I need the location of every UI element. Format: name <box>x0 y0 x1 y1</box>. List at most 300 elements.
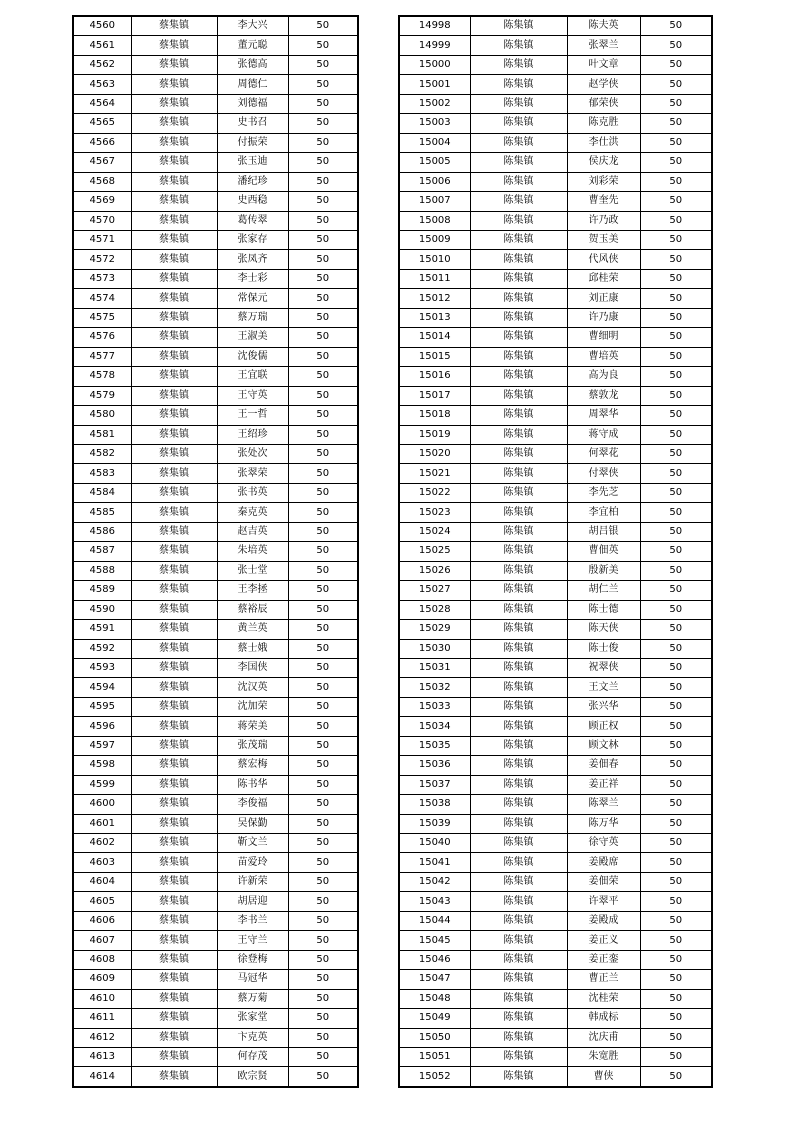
amount-cell: 50 <box>288 1028 358 1047</box>
town-cell: 陈集镇 <box>470 192 567 211</box>
town-cell: 陈集镇 <box>470 1009 567 1028</box>
name-cell: 张凤齐 <box>217 250 288 269</box>
town-cell: 蔡集镇 <box>131 911 217 930</box>
table-row <box>73 795 358 814</box>
id-cell: 15011 <box>399 269 470 288</box>
table-row <box>73 678 358 697</box>
town-cell: 蔡集镇 <box>131 133 217 152</box>
amount-cell: 50 <box>640 230 712 249</box>
town-cell: 蔡集镇 <box>131 16 217 36</box>
town-cell: 陈集镇 <box>470 367 567 386</box>
town-cell: 陈集镇 <box>470 678 567 697</box>
table-row <box>399 250 712 269</box>
town-cell: 陈集镇 <box>470 1028 567 1047</box>
id-cell: 4592 <box>73 639 131 658</box>
name-cell: 李俊福 <box>217 795 288 814</box>
amount-cell: 50 <box>288 55 358 74</box>
id-cell: 15045 <box>399 931 470 950</box>
table-row <box>73 1048 358 1067</box>
table-row <box>73 172 358 191</box>
table-row <box>399 36 712 55</box>
town-cell: 陈集镇 <box>470 230 567 249</box>
town-cell: 陈集镇 <box>470 153 567 172</box>
table-row <box>399 289 712 308</box>
name-cell: 沈加荣 <box>217 697 288 716</box>
amount-cell: 50 <box>640 561 712 580</box>
id-cell: 15046 <box>399 950 470 969</box>
table-row <box>399 756 712 775</box>
table-row <box>73 328 358 347</box>
name-cell: 李书兰 <box>217 911 288 930</box>
town-cell: 陈集镇 <box>470 736 567 755</box>
amount-cell: 50 <box>288 542 358 561</box>
amount-cell: 50 <box>288 950 358 969</box>
amount-cell: 50 <box>288 503 358 522</box>
amount-cell: 50 <box>640 989 712 1008</box>
table-row <box>399 834 712 853</box>
name-cell: 李大兴 <box>217 16 288 36</box>
amount-cell: 50 <box>640 75 712 94</box>
name-cell: 欧宗贤 <box>217 1067 288 1087</box>
name-cell: 何存茂 <box>217 1048 288 1067</box>
town-cell: 蔡集镇 <box>131 639 217 658</box>
name-cell: 曹奎先 <box>567 192 640 211</box>
amount-cell: 50 <box>640 697 712 716</box>
amount-cell: 50 <box>640 269 712 288</box>
id-cell: 4595 <box>73 697 131 716</box>
amount-cell: 50 <box>640 172 712 191</box>
id-cell: 15009 <box>399 230 470 249</box>
name-cell: 张书英 <box>217 483 288 502</box>
name-cell: 沈桂荣 <box>567 989 640 1008</box>
table-row <box>399 133 712 152</box>
name-cell: 胡吕银 <box>567 522 640 541</box>
name-cell: 曹侠 <box>567 1067 640 1087</box>
town-cell: 陈集镇 <box>470 425 567 444</box>
town-cell: 蔡集镇 <box>131 814 217 833</box>
amount-cell: 50 <box>640 36 712 55</box>
amount-cell: 50 <box>288 600 358 619</box>
amount-cell: 50 <box>288 16 358 36</box>
town-cell: 蔡集镇 <box>131 678 217 697</box>
id-cell: 4598 <box>73 756 131 775</box>
id-cell: 15044 <box>399 911 470 930</box>
name-cell: 胡居迎 <box>217 892 288 911</box>
amount-cell: 50 <box>640 483 712 502</box>
name-cell: 黄兰英 <box>217 620 288 639</box>
town-cell: 陈集镇 <box>470 347 567 366</box>
table-row <box>73 522 358 541</box>
roster-table-body <box>399 16 712 1087</box>
amount-cell: 50 <box>288 425 358 444</box>
table-row <box>73 600 358 619</box>
id-cell: 4589 <box>73 581 131 600</box>
amount-cell: 50 <box>640 911 712 930</box>
name-cell: 郁荣侠 <box>567 94 640 113</box>
name-cell: 许乃康 <box>567 308 640 327</box>
town-cell: 陈集镇 <box>470 464 567 483</box>
id-cell: 4585 <box>73 503 131 522</box>
amount-cell: 50 <box>288 989 358 1008</box>
town-cell: 蔡集镇 <box>131 55 217 74</box>
name-cell: 潘纪珍 <box>217 172 288 191</box>
id-cell: 15015 <box>399 347 470 366</box>
table-row <box>73 483 358 502</box>
name-cell: 朱培英 <box>217 542 288 561</box>
table-row <box>73 911 358 930</box>
table-row <box>73 250 358 269</box>
town-cell: 陈集镇 <box>470 1067 567 1087</box>
name-cell: 陈克胜 <box>567 114 640 133</box>
amount-cell: 50 <box>288 561 358 580</box>
table-row <box>73 425 358 444</box>
table-row <box>73 153 358 172</box>
id-cell: 15042 <box>399 872 470 891</box>
id-cell: 15039 <box>399 814 470 833</box>
name-cell: 张家堂 <box>217 1009 288 1028</box>
table-row <box>399 872 712 891</box>
name-cell: 陈书华 <box>217 775 288 794</box>
amount-cell: 50 <box>640 717 712 736</box>
town-cell: 陈集镇 <box>470 620 567 639</box>
table-row <box>73 581 358 600</box>
table-row <box>73 989 358 1008</box>
name-cell: 陈万华 <box>567 814 640 833</box>
id-cell: 15022 <box>399 483 470 502</box>
town-cell: 陈集镇 <box>470 36 567 55</box>
amount-cell: 50 <box>640 542 712 561</box>
town-cell: 陈集镇 <box>470 853 567 872</box>
name-cell: 殷新美 <box>567 561 640 580</box>
name-cell: 曹细明 <box>567 328 640 347</box>
table-row <box>73 444 358 463</box>
id-cell: 4570 <box>73 211 131 230</box>
id-cell: 15037 <box>399 775 470 794</box>
name-cell: 赵学侠 <box>567 75 640 94</box>
table-row <box>73 36 358 55</box>
amount-cell: 50 <box>288 386 358 405</box>
name-cell: 董元聪 <box>217 36 288 55</box>
name-cell: 史书召 <box>217 114 288 133</box>
id-cell: 4572 <box>73 250 131 269</box>
table-row <box>399 75 712 94</box>
amount-cell: 50 <box>640 308 712 327</box>
amount-cell: 50 <box>288 678 358 697</box>
id-cell: 4573 <box>73 269 131 288</box>
table-row <box>73 834 358 853</box>
table-row <box>399 55 712 74</box>
id-cell: 4584 <box>73 483 131 502</box>
name-cell: 刘正康 <box>567 289 640 308</box>
id-cell: 15010 <box>399 250 470 269</box>
amount-cell: 50 <box>640 153 712 172</box>
table-row <box>73 931 358 950</box>
id-cell: 4564 <box>73 94 131 113</box>
name-cell: 曹培英 <box>567 347 640 366</box>
town-cell: 陈集镇 <box>470 55 567 74</box>
amount-cell: 50 <box>640 639 712 658</box>
id-cell: 4593 <box>73 658 131 677</box>
id-cell: 4569 <box>73 192 131 211</box>
table-row <box>73 814 358 833</box>
table-row <box>399 522 712 541</box>
amount-cell: 50 <box>640 931 712 950</box>
name-cell: 常保元 <box>217 289 288 308</box>
name-cell: 何翠花 <box>567 444 640 463</box>
name-cell: 付振荣 <box>217 133 288 152</box>
name-cell: 姜正祥 <box>567 775 640 794</box>
town-cell: 陈集镇 <box>470 717 567 736</box>
name-cell: 李先芝 <box>567 483 640 502</box>
table-row <box>73 697 358 716</box>
town-cell: 陈集镇 <box>470 503 567 522</box>
id-cell: 4561 <box>73 36 131 55</box>
name-cell: 蔡士娥 <box>217 639 288 658</box>
amount-cell: 50 <box>288 328 358 347</box>
name-cell: 王李拯 <box>217 581 288 600</box>
town-cell: 蔡集镇 <box>131 989 217 1008</box>
name-cell: 马冠华 <box>217 970 288 989</box>
id-cell: 15026 <box>399 561 470 580</box>
table-row <box>73 892 358 911</box>
id-cell: 4591 <box>73 620 131 639</box>
table-row <box>399 678 712 697</box>
table-row <box>73 775 358 794</box>
id-cell: 15007 <box>399 192 470 211</box>
town-cell: 蔡集镇 <box>131 950 217 969</box>
id-cell: 15027 <box>399 581 470 600</box>
name-cell: 曹正兰 <box>567 970 640 989</box>
id-cell: 4597 <box>73 736 131 755</box>
town-cell: 蔡集镇 <box>131 308 217 327</box>
id-cell: 15016 <box>399 367 470 386</box>
table-row <box>399 1028 712 1047</box>
amount-cell: 50 <box>640 250 712 269</box>
table-row <box>399 717 712 736</box>
table-row <box>73 658 358 677</box>
town-cell: 蔡集镇 <box>131 172 217 191</box>
id-cell: 15029 <box>399 620 470 639</box>
id-cell: 4613 <box>73 1048 131 1067</box>
name-cell: 苗爱玲 <box>217 853 288 872</box>
id-cell: 4614 <box>73 1067 131 1087</box>
amount-cell: 50 <box>288 892 358 911</box>
id-cell: 4586 <box>73 522 131 541</box>
amount-cell: 50 <box>288 269 358 288</box>
name-cell: 周德仁 <box>217 75 288 94</box>
table-row <box>399 600 712 619</box>
town-cell: 陈集镇 <box>470 406 567 425</box>
town-cell: 陈集镇 <box>470 308 567 327</box>
id-cell: 15004 <box>399 133 470 152</box>
name-cell: 王宜联 <box>217 367 288 386</box>
town-cell: 蔡集镇 <box>131 386 217 405</box>
name-cell: 张翠荣 <box>217 464 288 483</box>
amount-cell: 50 <box>288 230 358 249</box>
id-cell: 15001 <box>399 75 470 94</box>
name-cell: 张家存 <box>217 230 288 249</box>
amount-cell: 50 <box>640 1067 712 1087</box>
table-row <box>73 872 358 891</box>
amount-cell: 50 <box>640 853 712 872</box>
id-cell: 15047 <box>399 970 470 989</box>
amount-cell: 50 <box>640 386 712 405</box>
name-cell: 许翠平 <box>567 892 640 911</box>
name-cell: 卞克英 <box>217 1028 288 1047</box>
amount-cell: 50 <box>640 950 712 969</box>
name-cell: 姜正銮 <box>567 950 640 969</box>
amount-cell: 50 <box>288 192 358 211</box>
name-cell: 张玉迪 <box>217 153 288 172</box>
town-cell: 陈集镇 <box>470 989 567 1008</box>
town-cell: 蔡集镇 <box>131 1028 217 1047</box>
id-cell: 15020 <box>399 444 470 463</box>
id-cell: 15018 <box>399 406 470 425</box>
name-cell: 徐守英 <box>567 834 640 853</box>
table-row <box>399 328 712 347</box>
town-cell: 蔡集镇 <box>131 289 217 308</box>
table-row <box>399 697 712 716</box>
name-cell: 蔡裕辰 <box>217 600 288 619</box>
amount-cell: 50 <box>640 795 712 814</box>
id-cell: 15051 <box>399 1048 470 1067</box>
table-row <box>73 1009 358 1028</box>
id-cell: 4601 <box>73 814 131 833</box>
id-cell: 4567 <box>73 153 131 172</box>
name-cell: 高为良 <box>567 367 640 386</box>
id-cell: 4594 <box>73 678 131 697</box>
name-cell: 代风侠 <box>567 250 640 269</box>
amount-cell: 50 <box>288 483 358 502</box>
roster-table-left <box>72 15 359 1088</box>
table-row <box>73 133 358 152</box>
name-cell: 姜佃春 <box>567 756 640 775</box>
table-row <box>73 94 358 113</box>
table-row <box>399 736 712 755</box>
id-cell: 4580 <box>73 406 131 425</box>
table-row <box>73 950 358 969</box>
name-cell: 朱宽胜 <box>567 1048 640 1067</box>
town-cell: 陈集镇 <box>470 950 567 969</box>
table-row <box>399 658 712 677</box>
table-row <box>399 386 712 405</box>
amount-cell: 50 <box>288 872 358 891</box>
town-cell: 蔡集镇 <box>131 367 217 386</box>
name-cell: 许乃政 <box>567 211 640 230</box>
amount-cell: 50 <box>640 55 712 74</box>
name-cell: 李士彩 <box>217 269 288 288</box>
name-cell: 蔡万瑞 <box>217 308 288 327</box>
name-cell: 徐登梅 <box>217 950 288 969</box>
town-cell: 蔡集镇 <box>131 153 217 172</box>
amount-cell: 50 <box>288 36 358 55</box>
id-cell: 15035 <box>399 736 470 755</box>
table-row <box>399 581 712 600</box>
roster-table-right <box>398 15 713 1088</box>
town-cell: 蔡集镇 <box>131 542 217 561</box>
id-cell: 4612 <box>73 1028 131 1047</box>
town-cell: 蔡集镇 <box>131 756 217 775</box>
town-cell: 陈集镇 <box>470 522 567 541</box>
amount-cell: 50 <box>288 250 358 269</box>
amount-cell: 50 <box>640 736 712 755</box>
id-cell: 4588 <box>73 561 131 580</box>
id-cell: 15043 <box>399 892 470 911</box>
name-cell: 陈天侠 <box>567 620 640 639</box>
id-cell: 4608 <box>73 950 131 969</box>
table-row <box>73 756 358 775</box>
name-cell: 陈士德 <box>567 600 640 619</box>
amount-cell: 50 <box>640 16 712 36</box>
table-row <box>73 269 358 288</box>
town-cell: 蔡集镇 <box>131 230 217 249</box>
table-row <box>399 114 712 133</box>
town-cell: 陈集镇 <box>470 75 567 94</box>
town-cell: 蔡集镇 <box>131 192 217 211</box>
id-cell: 4606 <box>73 911 131 930</box>
table-row <box>399 16 712 36</box>
id-cell: 4607 <box>73 931 131 950</box>
amount-cell: 50 <box>288 1009 358 1028</box>
town-cell: 蔡集镇 <box>131 483 217 502</box>
table-row <box>399 911 712 930</box>
town-cell: 陈集镇 <box>470 795 567 814</box>
name-cell: 曹佃英 <box>567 542 640 561</box>
id-cell: 15006 <box>399 172 470 191</box>
amount-cell: 50 <box>288 522 358 541</box>
table-row <box>73 289 358 308</box>
id-cell: 15023 <box>399 503 470 522</box>
name-cell: 王守英 <box>217 386 288 405</box>
town-cell: 陈集镇 <box>470 483 567 502</box>
town-cell: 陈集镇 <box>470 581 567 600</box>
amount-cell: 50 <box>640 328 712 347</box>
id-cell: 4566 <box>73 133 131 152</box>
table-row <box>73 620 358 639</box>
id-cell: 4582 <box>73 444 131 463</box>
town-cell: 蔡集镇 <box>131 892 217 911</box>
amount-cell: 50 <box>640 94 712 113</box>
table-row <box>399 639 712 658</box>
amount-cell: 50 <box>640 970 712 989</box>
table-row <box>399 775 712 794</box>
town-cell: 陈集镇 <box>470 911 567 930</box>
town-cell: 蔡集镇 <box>131 834 217 853</box>
id-cell: 15017 <box>399 386 470 405</box>
town-cell: 蔡集镇 <box>131 795 217 814</box>
town-cell: 蔡集镇 <box>131 620 217 639</box>
table-row <box>73 1028 358 1047</box>
id-cell: 4587 <box>73 542 131 561</box>
amount-cell: 50 <box>640 1048 712 1067</box>
name-cell: 姜正义 <box>567 931 640 950</box>
town-cell: 蔡集镇 <box>131 658 217 677</box>
name-cell: 沈俊儒 <box>217 347 288 366</box>
town-cell: 蔡集镇 <box>131 503 217 522</box>
table-row <box>73 736 358 755</box>
town-cell: 蔡集镇 <box>131 931 217 950</box>
id-cell: 15000 <box>399 55 470 74</box>
id-cell: 15041 <box>399 853 470 872</box>
amount-cell: 50 <box>288 620 358 639</box>
town-cell: 陈集镇 <box>470 542 567 561</box>
town-cell: 蔡集镇 <box>131 425 217 444</box>
id-cell: 4583 <box>73 464 131 483</box>
name-cell: 胡仁兰 <box>567 581 640 600</box>
town-cell: 陈集镇 <box>470 133 567 152</box>
name-cell: 王一哲 <box>217 406 288 425</box>
name-cell: 侯庆龙 <box>567 153 640 172</box>
